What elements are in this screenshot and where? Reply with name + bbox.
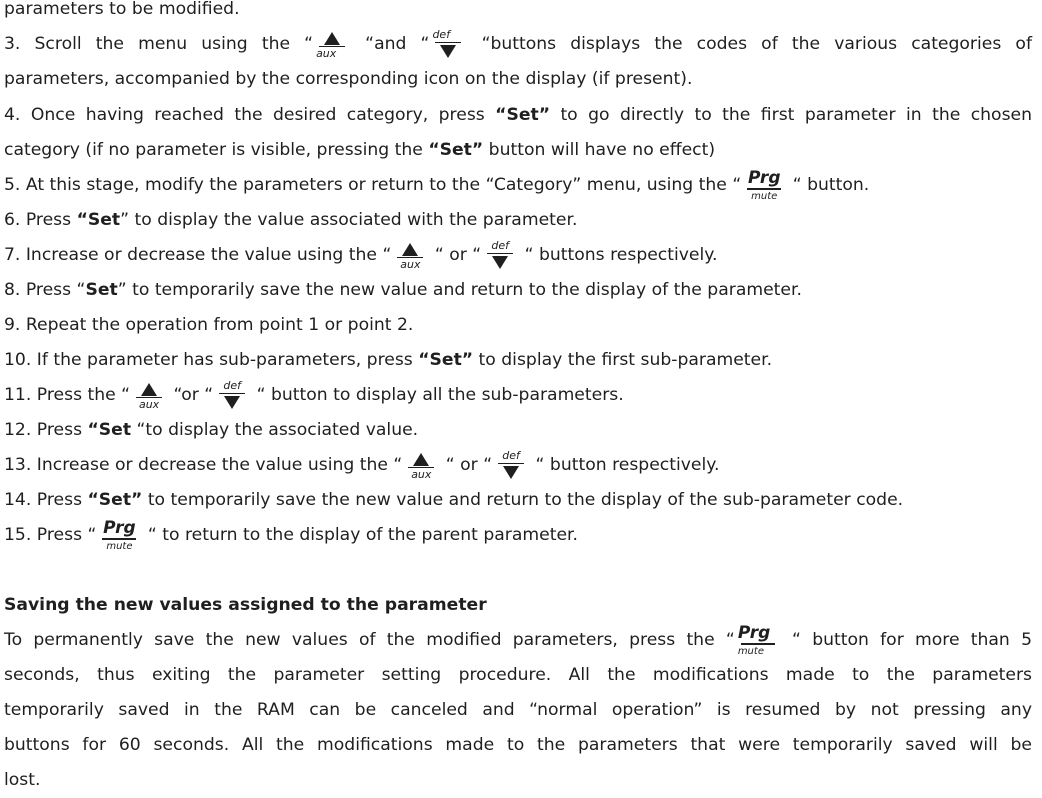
step-3-line — [4, 27, 1032, 62]
heading-text: Saving the new values assigned to the parameter — [4, 595, 487, 615]
text-span: parameters to be modified. — [4, 0, 240, 19]
step-11-line — [4, 378, 1032, 413]
text-span: ” to temporarily save the new value and return to the display of the parameter. — [117, 280, 802, 300]
prg-mute-icon: Prg mute — [738, 625, 778, 655]
paragraph-line — [4, 728, 1032, 763]
text-span: 4. Once having reached the desired category, press — [4, 105, 496, 125]
text-span: 15. Press “ — [4, 525, 97, 545]
text-line — [4, 62, 1032, 97]
text-span: 10. If the parameter has sub-parameters, press — [4, 350, 419, 370]
text-span: 14. Press — [4, 490, 88, 510]
text-line — [4, 0, 1032, 27]
text-span: buttons for 60 seconds. All the modifications made to the parameters that were temporarily saved will be — [4, 735, 1032, 755]
text-span: ” to display the value associated with the parameter. — [120, 210, 578, 230]
text-span: to temporarily save the new value and return to the display of the sub-parameter code. — [142, 490, 904, 510]
step-12-line — [4, 413, 1032, 448]
set-keyword: “Set” — [87, 490, 143, 510]
text-span: “ button to display all the sub-parameters. — [251, 385, 624, 405]
section-heading — [4, 588, 1032, 623]
set-keyword: “Set” — [495, 105, 551, 125]
text-span: “ button respectively. — [530, 455, 720, 475]
text-span: “ button for more than 5 — [780, 630, 1033, 650]
step-5-line — [4, 168, 1032, 203]
text-span: To permanently save the new values of the modified parameters, press the “ — [4, 630, 735, 650]
set-keyword: “Set — [76, 210, 121, 230]
step-9-line — [4, 308, 1032, 343]
paragraph-line — [4, 763, 1032, 798]
text-span: 13. Increase or decrease the value using the “ — [4, 455, 403, 475]
prg-mute-icon: Prg mute — [748, 168, 781, 202]
text-span: to go directly to the first parameter in the chosen — [550, 105, 1032, 125]
text-span: “ or “ — [440, 455, 493, 475]
paragraph-line — [4, 693, 1032, 728]
text-span: “and “ — [351, 34, 430, 54]
text-span: temporarily saved in the RAM can be canceled and “normal operation” is resumed by not pressing any — [4, 700, 1032, 720]
step-14-line — [4, 483, 1032, 518]
prg-mute-icon: Prg mute — [103, 518, 136, 552]
step-13-line — [4, 448, 1032, 483]
set-keyword: “Set” — [418, 350, 474, 370]
text-span: “buttons displays the codes of the various categories of — [467, 34, 1032, 54]
aux-up-arrow-icon: aux — [316, 29, 348, 59]
text-span: category (if no parameter is visible, pressing the — [4, 140, 429, 160]
aux-up-arrow-icon: aux — [133, 380, 165, 410]
def-down-arrow-icon: def — [495, 450, 527, 480]
set-keyword: Set — [85, 280, 118, 300]
text-span: seconds, thus exiting the parameter setting procedure. All the modifications made to the parameters — [4, 665, 1032, 685]
text-span: “ buttons respectively. — [519, 245, 718, 265]
step-15-line — [4, 518, 1032, 553]
text-span: 6. Press — [4, 210, 77, 230]
text-span: “ button. — [787, 175, 870, 195]
text-span: 8. Press “ — [4, 280, 86, 300]
set-keyword: “Set” — [428, 140, 484, 160]
def-down-arrow-icon: def — [484, 240, 516, 270]
step-8-line — [4, 273, 1032, 308]
step-4-line — [4, 98, 1032, 133]
step-10-line — [4, 343, 1032, 378]
text-span: to display the first sub-parameter. — [473, 350, 773, 370]
aux-up-arrow-icon: aux — [405, 450, 437, 480]
text-span: “to display the associated value. — [131, 420, 419, 440]
text-span: “ or “ — [429, 245, 482, 265]
set-keyword: “Set — [87, 420, 132, 440]
text-span: 9. Repeat the operation from point 1 or point 2. — [4, 315, 414, 335]
text-line — [4, 133, 1032, 168]
def-down-arrow-icon: def — [432, 29, 464, 59]
text-span: button will have no effect) — [483, 140, 716, 160]
paragraph-line — [4, 658, 1032, 693]
text-span: parameters, accompanied by the corresponding icon on the display (if present). — [4, 69, 693, 89]
text-span: 12. Press — [4, 420, 88, 440]
text-span: 5. At this stage, modify the parameters or return to the “Category” menu, using the “ — [4, 175, 742, 195]
text-span: “ to return to the display of the parent parameter. — [142, 525, 578, 545]
text-span: 7. Increase or decrease the value using the “ — [4, 245, 392, 265]
step-6-line — [4, 203, 1032, 238]
text-span: “or “ — [168, 385, 214, 405]
aux-up-arrow-icon: aux — [394, 240, 426, 270]
text-span: lost. — [4, 770, 41, 790]
step-7-line — [4, 238, 1032, 273]
text-span: 3. Scroll the menu using the “ — [4, 34, 314, 54]
def-down-arrow-icon: def — [216, 380, 248, 410]
text-span: 11. Press the “ — [4, 385, 131, 405]
paragraph-line — [4, 623, 1032, 658]
